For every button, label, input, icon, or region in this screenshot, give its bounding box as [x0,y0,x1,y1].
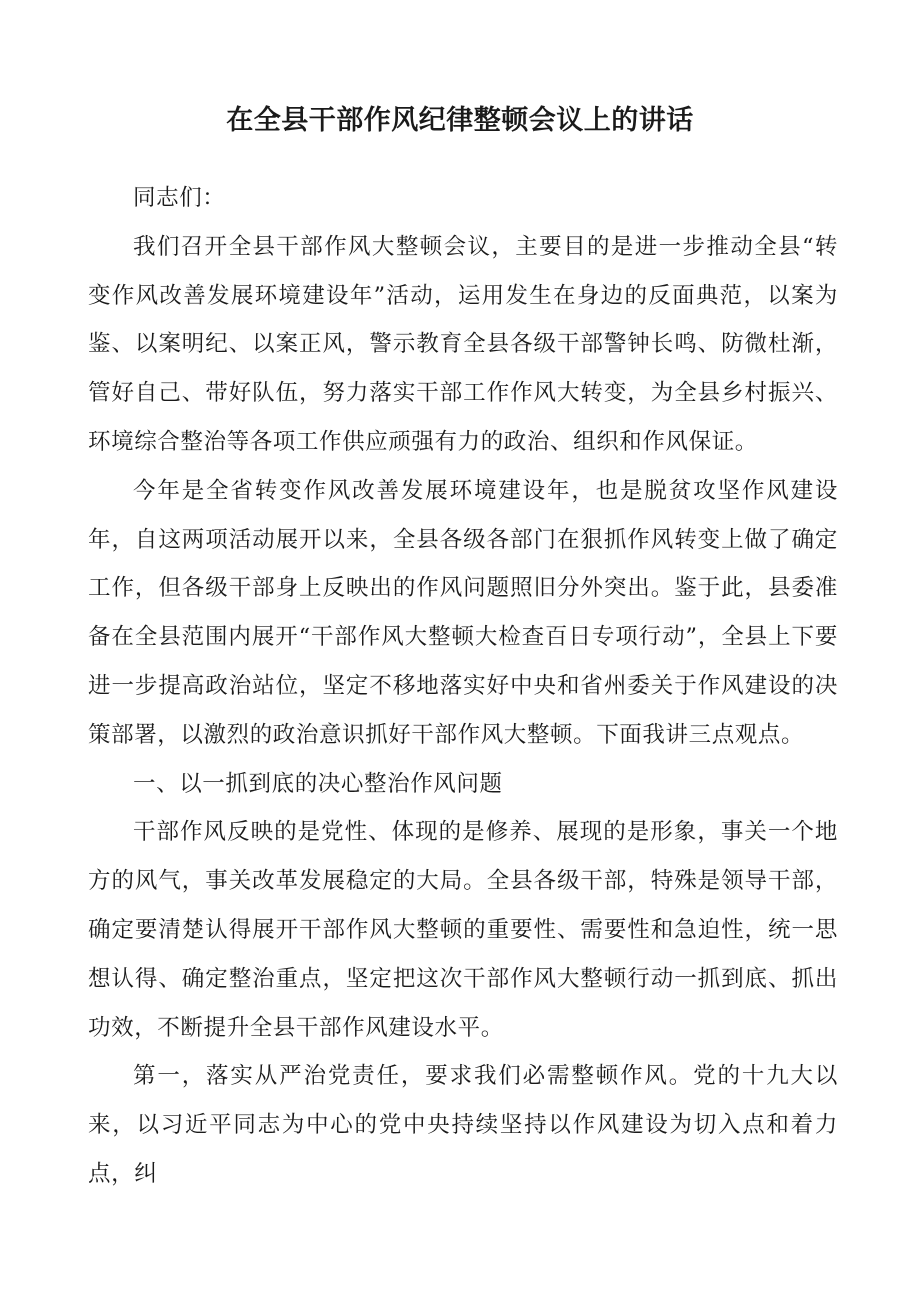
document-title: 在全县干部作风纪律整顿会议上的讲话 [226,105,694,136]
section-heading-1: 一、以一抓到底的决心整治作风问题 [133,770,503,797]
paragraph-intro: 我们召开全县干部作风大整顿会议，主要目的是进一步推动全县“转变作风改善发展环境建设年”活动，运用发生在身边的反面典范，以案为鉴、以案明纪、以案正风，警示教育全县各级干部警钟长鸣、防微杜渐，管好自己、带好队伍，努力落实干部工作作风大转变，为全县乡村振兴、环境综合整治等各项工作供应顽强有力的政治、组织和作风保证。 [88,233,838,455]
salutation: 同志们： [133,185,226,211]
paragraph-section-1: 干部作风反映的是党性、体现的是修养、展现的是形象，事关一个地方的风气，事关改革发展稳定的大局。全县各级干部，特殊是领导干部，确定要清楚认得展开干部作风大整顿的重要性、需要性和急迫性，统一思想认得、确定整治重点，坚定把这次干部作风大整顿行动一抓到底、抓出功效，不断提升全县干部作风建设水平。 [88,819,838,1041]
document-body [88,174,838,1199]
paragraph-background: 今年是全省转变作风改善发展环境建设年，也是脱贫攻坚作风建设年，自这两项活动展开以来，全县各级各部门在狠抓作风转变上做了确定工作，但各级干部身上反映出的作风问题照旧分外突出。鉴于此，县委准备在全县范围内展开“干部作风大整顿大检查百日专项行动”，全县上下要进一步提高政治站位，坚定不移地落实好中央和省州委关于作风建设的决策部署，以激烈的政治意识抓好干部作风大整顿。下面我讲三点观点。 [88,477,838,748]
paragraph-first-point: 第一，落实从严治党责任，要求我们必需整顿作风。党的十九大以来，以习近平同志为中心的党中央持续坚持以作风建设为切入点和着力点，纠 [88,1063,838,1187]
